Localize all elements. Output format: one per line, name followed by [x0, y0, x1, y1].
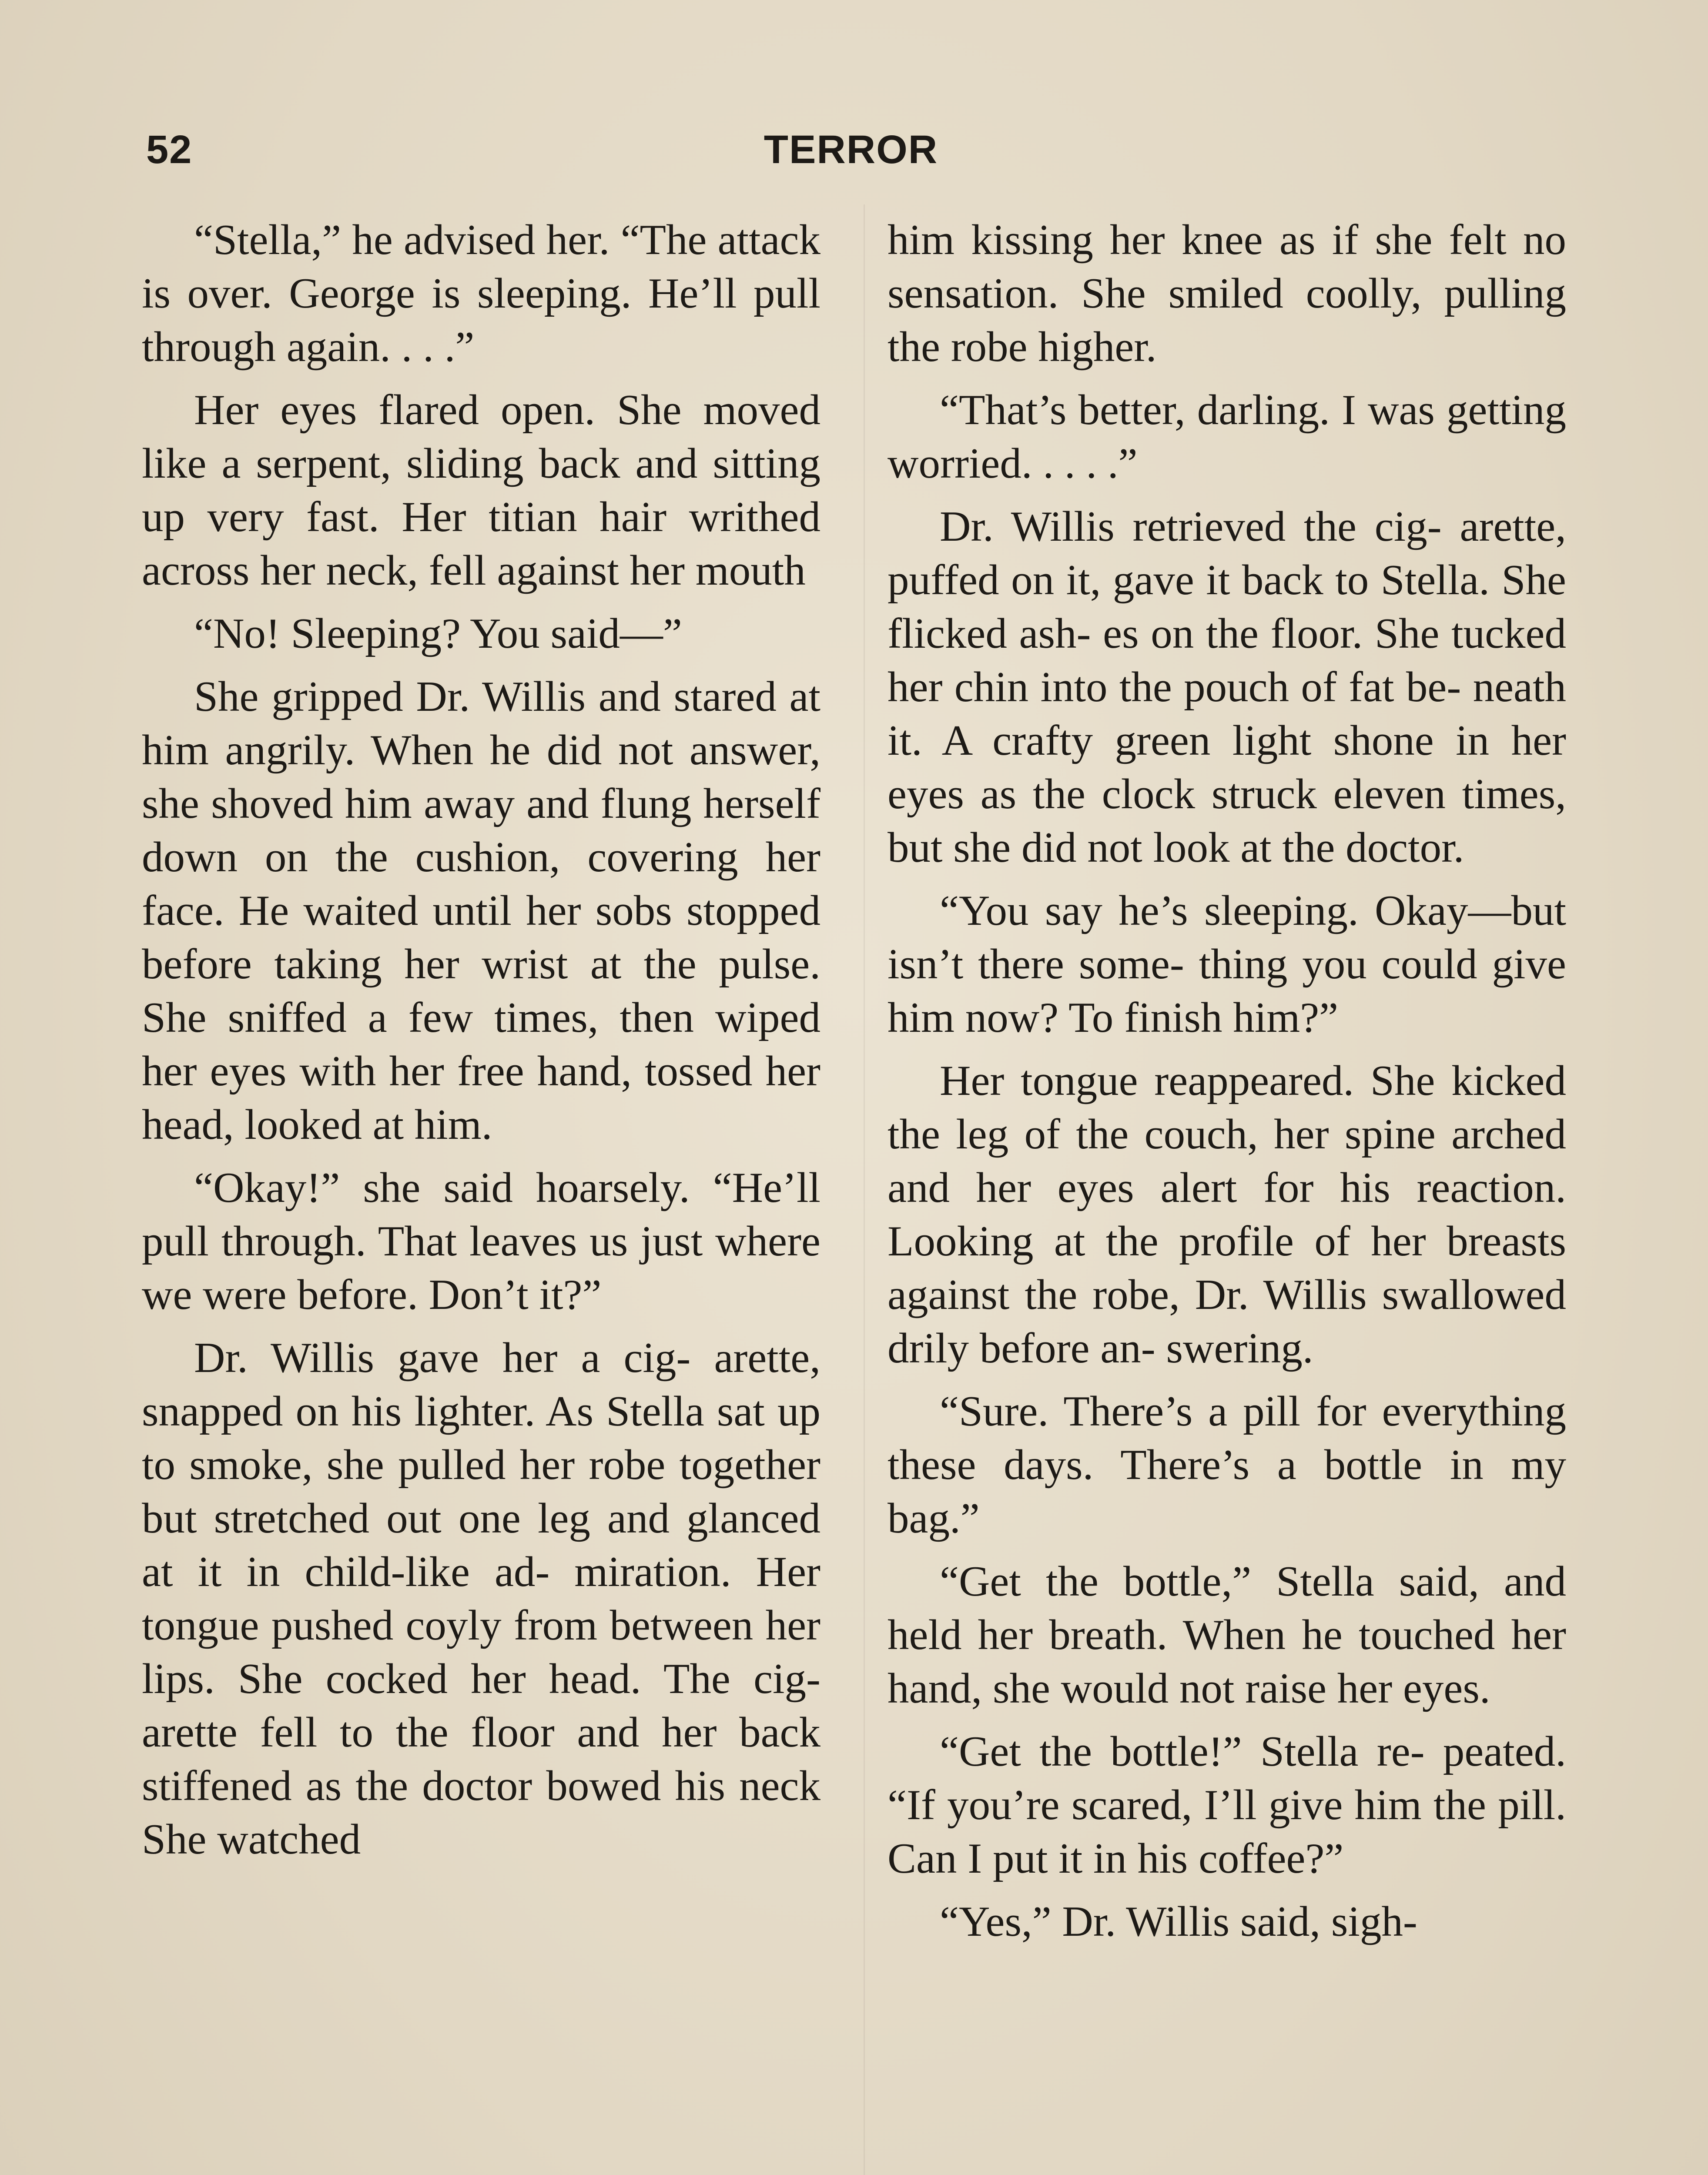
paragraph: “Okay!” she said hoarsely. “He’ll pull through. That leaves us just where we were before. Don’t it?” — [142, 1164, 821, 1318]
page-header — [146, 127, 1556, 192]
paragraph: “No! Sleeping? You said—” — [194, 610, 682, 657]
running-title: TERROR — [764, 127, 938, 172]
paragraph-continued: him kissing her knee as if she felt no sensation. She smiled coolly, pulling the robe higher. — [887, 216, 1566, 371]
paragraph: “Sure. There’s a pill for everything these days. There’s a bottle in my bag.” — [887, 1388, 1566, 1542]
page-number: 52 — [146, 127, 193, 172]
paragraph: “Get the bottle,” Stella said, and held her breath. When he touched her hand, she would not raise her eyes. — [887, 1558, 1566, 1712]
right-column — [887, 213, 1566, 1958]
paragraph: She gripped Dr. Willis and stared at him angrily. When he did not answer, she shoved him away and flung herself down on the cushion, covering her face. He waited until her sobs stopped before taking her wrist at the pulse. She sniffed a few times, then wiped her eyes with her free hand, tossed her head, looked at him. — [142, 673, 821, 1148]
paragraph: “That’s better, darling. I was getting worried. . . . .” — [887, 386, 1566, 487]
paragraph: Her eyes flared open. She moved like a serpent, sliding back and sitting up very fast. Her titian hair writhed across her neck, fell against her mouth — [142, 386, 821, 594]
paragraph: “Stella,” he advised her. “The attack is over. George is sleeping. He’ll pull through again. . . .” — [142, 216, 821, 371]
paragraph: Her tongue reappeared. She kicked the leg of the couch, her spine arched and her eyes alert for his reaction. Looking at the profile of her breasts against the robe, Dr. Willis swallowed drily before an- swering. — [887, 1057, 1566, 1372]
paragraph: “Get the bottle!” Stella re- peated. “If you’re scared, I’ll give him the pill. Can I put it in his coffee?” — [887, 1728, 1566, 1882]
paragraph: Dr. Willis gave her a cig- arette, snapped on his lighter. As Stella sat up to smoke, she pulled her robe together but stretched out one leg and glanced at it in child-like ad- miration. Her tongue pushed coyly from between her lips. She cocked her head. The cig- arette fell to the floor and her back stiffened as the doctor bowed his neck She watched — [142, 1334, 821, 1863]
paragraph: “You say he’s sleeping. Okay—but isn’t there some- thing you could give him now? To finish him?” — [887, 887, 1566, 1041]
left-column — [142, 213, 821, 1876]
paragraph: Dr. Willis retrieved the cig- arette, puffed on it, gave it back to Stella. She flicked ash- es on the floor. She tucked her chin into the pouch of fat be- neath it. A crafty green light shone in her eyes as the clock struck eleven times, but she did not look at the doctor. — [887, 503, 1566, 871]
paragraph: “Yes,” Dr. Willis said, sigh- — [940, 1898, 1417, 1945]
column-gutter — [864, 204, 865, 2175]
